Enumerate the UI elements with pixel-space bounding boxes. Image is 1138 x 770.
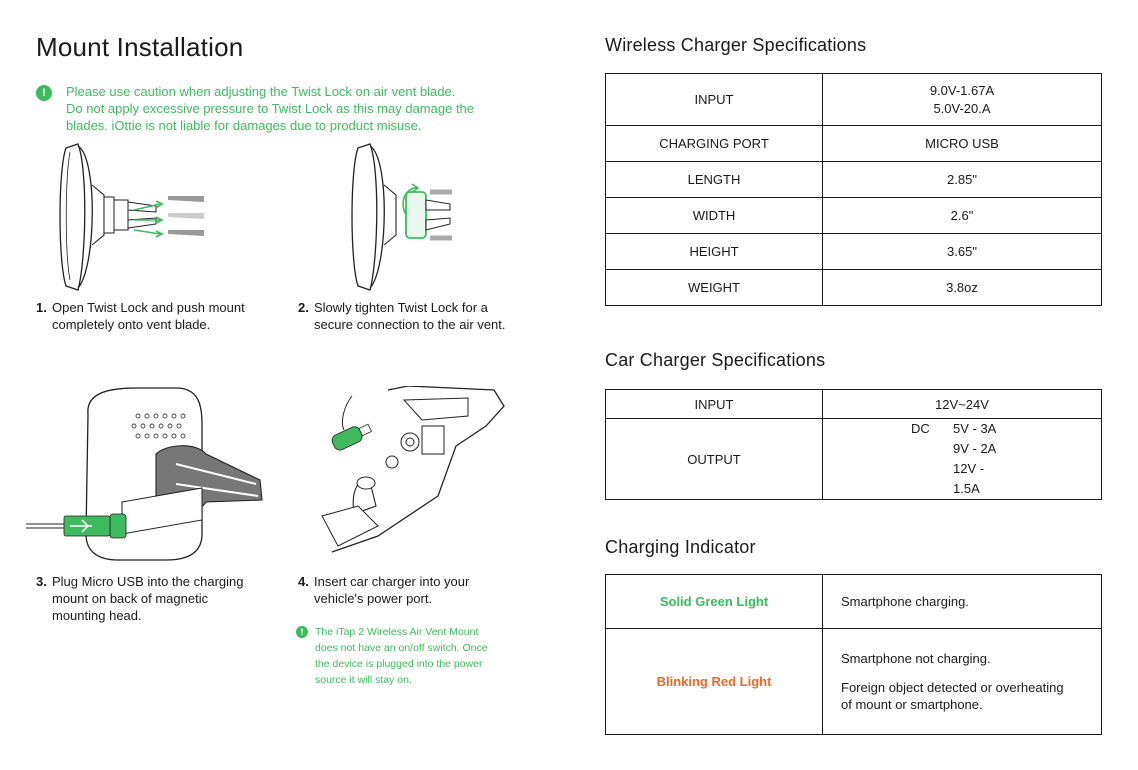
wireless-specs-title: Wireless Charger Specifications (605, 35, 867, 55)
spec-label: INPUT (606, 74, 823, 126)
step-number: 4. (298, 574, 309, 589)
spec-value: 12V~24V (823, 390, 1102, 419)
caution-text (66, 83, 506, 134)
spec-row (606, 419, 1102, 500)
step-line: vehicle's power port. (314, 591, 433, 606)
spec-label: INPUT (606, 390, 823, 419)
spec-row (606, 74, 1102, 126)
spec-label: LENGTH (606, 162, 823, 198)
spec-value (823, 74, 1102, 126)
red-light-desc (823, 629, 1102, 735)
wireless-specs-table (605, 73, 1102, 306)
step-line: Insert car charger into your (314, 574, 470, 589)
spec-row (606, 270, 1102, 306)
step-line: secure connection to the air vent. (314, 317, 506, 332)
step-number: 3. (36, 574, 47, 589)
output-value: 5V - 3A (953, 421, 997, 436)
spec-label: HEIGHT (606, 234, 823, 270)
spec-value: MICRO USB (823, 126, 1102, 162)
spec-value (823, 419, 1102, 500)
spec-row (606, 126, 1102, 162)
spec-value-line: 5.0V-20.A (933, 100, 991, 116)
charging-indicator-title: Charging Indicator (605, 537, 756, 557)
step4-illustration (318, 386, 508, 556)
red-light-label: Blinking Red Light (606, 629, 823, 735)
step2-illustration (348, 140, 468, 292)
step-line: Slowly tighten Twist Lock for a (314, 300, 488, 315)
spec-value: 2.85" (823, 162, 1102, 198)
spec-value: 2.6" (823, 198, 1102, 234)
dc-label: DC (911, 421, 930, 436)
caution-line: blades. iOttie is not liable for damages due to product misuse. (66, 118, 422, 133)
charging-indicator-table (605, 574, 1102, 735)
step3-illustration (26, 384, 272, 564)
page-title: Mount Installation (36, 32, 244, 62)
step-number: 2. (298, 300, 309, 315)
spec-row (606, 198, 1102, 234)
red-desc-line: Smartphone not charging. (841, 651, 991, 666)
note-line: The iTap 2 Wireless Air Vent Mount (315, 626, 479, 638)
caution-line: Please use caution when adjusting the Twist Lock on air vent blade. (66, 84, 456, 99)
spec-label: WEIGHT (606, 270, 823, 306)
step1-illustration (56, 140, 216, 292)
indicator-row (606, 575, 1102, 629)
indicator-row (606, 629, 1102, 735)
spec-label: CHARGING PORT (606, 126, 823, 162)
note-line: source it will stay on. (315, 674, 412, 686)
caution-line: Do not apply excessive pressure to Twist Lock as this may damage the (66, 101, 475, 116)
spec-label: WIDTH (606, 198, 823, 234)
spec-value: 3.65" (823, 234, 1102, 270)
car-specs-title: Car Charger Specifications (605, 350, 826, 370)
step-line: mounting head. (52, 608, 142, 623)
spec-label: OUTPUT (606, 419, 823, 500)
spec-row (606, 390, 1102, 419)
red-desc-line: Foreign object detected or overheating (841, 680, 1064, 695)
output-value: 9V - 2A (953, 441, 997, 456)
spec-value-line: 9.0V-1.67A (929, 82, 995, 98)
output-values (911, 419, 1013, 499)
step-line: Plug Micro USB into the charging (52, 574, 244, 589)
exclamation-icon: ! (296, 626, 308, 638)
note-line: the device is plugged into the power (315, 658, 483, 670)
green-light-label: Solid Green Light (606, 575, 823, 629)
red-desc-line: of mount or smartphone. (841, 697, 983, 712)
spec-row (606, 162, 1102, 198)
note-line: does not have an on/off switch. Once (315, 642, 488, 654)
step-line: mount on back of magnetic (52, 591, 209, 606)
exclamation-icon: ! (36, 85, 52, 101)
output-value: 12V - 1.5A (953, 461, 985, 496)
step-line: completely onto vent blade. (52, 317, 211, 332)
spec-value: 3.8oz (823, 270, 1102, 306)
step-number: 1. (36, 300, 47, 315)
car-specs-table (605, 389, 1102, 500)
green-light-desc: Smartphone charging. (823, 575, 1102, 629)
step-line: Open Twist Lock and push mount (52, 300, 245, 315)
spec-row (606, 234, 1102, 270)
